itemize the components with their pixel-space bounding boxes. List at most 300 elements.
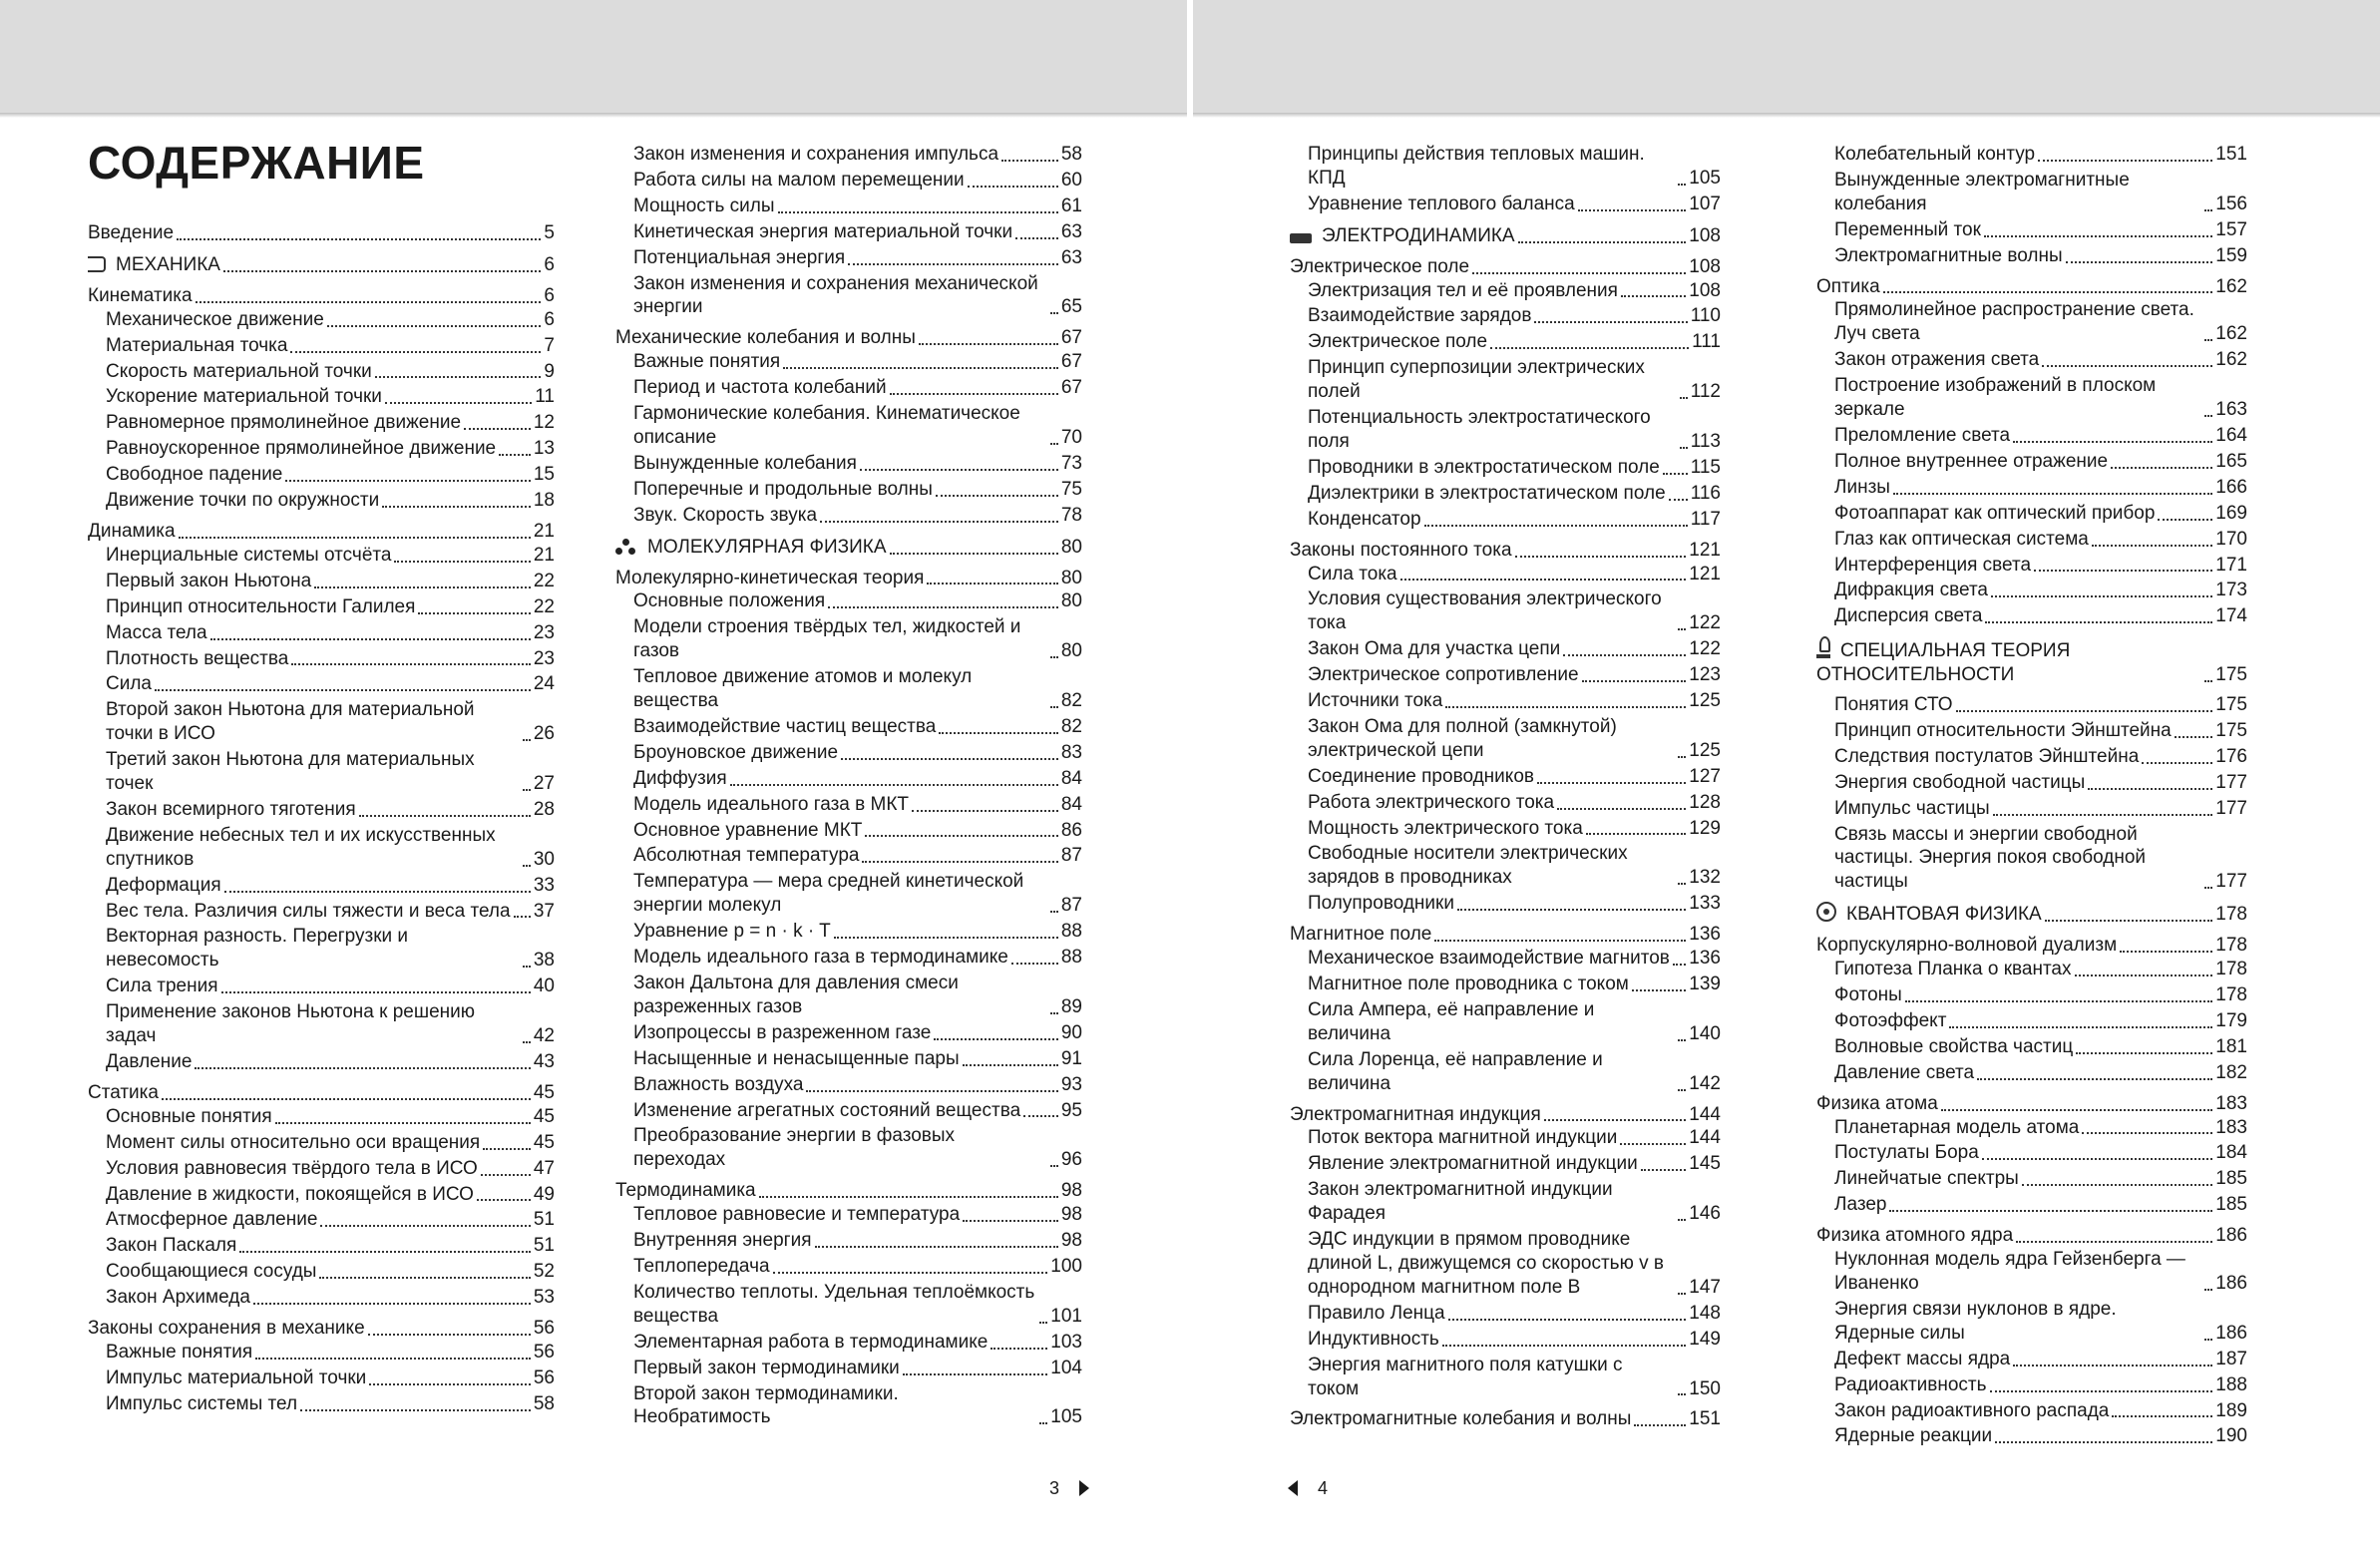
toc-subsection-entry[interactable] xyxy=(88,698,555,746)
toc-section-entry[interactable] xyxy=(1290,255,1721,279)
toc-page-number: 144 xyxy=(1689,1103,1721,1125)
dot-leader xyxy=(1015,237,1058,239)
toc-section-entry[interactable] xyxy=(1290,1103,1721,1127)
toc-page-number: 176 xyxy=(2215,745,2247,767)
toc-page-number: 22 xyxy=(533,570,555,591)
toc-subsection-entry[interactable] xyxy=(88,1183,555,1207)
dot-leader xyxy=(1678,1089,1686,1091)
toc-entry-title: Тепловое равновесие и температура xyxy=(633,1204,961,1226)
toc-subsection-entry[interactable] xyxy=(1816,1348,2247,1371)
toc-page-number: 157 xyxy=(2215,218,2247,240)
toc-subsection-entry[interactable] xyxy=(88,1050,555,1074)
toc-subsection-entry[interactable] xyxy=(615,793,1082,817)
toc-entry-title: Уравнение теплового баланса xyxy=(1308,193,1575,214)
dot-leader xyxy=(841,758,1058,760)
dot-leader xyxy=(2112,1415,2212,1417)
toc-entry-row xyxy=(615,767,1082,791)
toc-subsection-entry[interactable] xyxy=(615,504,1082,528)
toc-subsection-entry[interactable] xyxy=(615,1047,1082,1071)
toc-subsection-entry[interactable] xyxy=(1816,169,2247,216)
dot-leader xyxy=(255,1358,531,1360)
toc-page-number: 175 xyxy=(2215,719,2247,741)
toc-subsection-entry[interactable] xyxy=(615,143,1082,167)
toc-section-entry[interactable] xyxy=(1816,1224,2247,1248)
toc-section-entry[interactable] xyxy=(1816,1092,2247,1116)
toc-page-number: 184 xyxy=(2215,1142,2247,1164)
toc-subsection-entry[interactable] xyxy=(1816,771,2247,795)
toc-entry-row xyxy=(1816,771,2247,795)
toc-subsection-entry[interactable] xyxy=(88,1131,555,1155)
toc-subsection-entry[interactable] xyxy=(1816,348,2247,372)
dot-leader xyxy=(963,1220,1058,1222)
page-number-right-value: 4 xyxy=(1318,1477,1329,1498)
toc-subsection-entry[interactable] xyxy=(1290,279,1721,303)
toc-entry-title: Магнитное поле проводника с током xyxy=(1308,974,1629,994)
toc-page-number: 189 xyxy=(2215,1399,2247,1421)
toc-subsection-entry[interactable] xyxy=(1290,1302,1721,1326)
toc-subsection-entry[interactable] xyxy=(1816,983,2247,1007)
toc-subsection-entry[interactable] xyxy=(1816,374,2247,422)
toc-entry-row xyxy=(1290,539,1721,563)
toc-entry-title: Взаимодействие зарядов xyxy=(1308,305,1532,327)
toc-page-number: 6 xyxy=(544,253,555,275)
toc-page-number: 80 xyxy=(1060,590,1082,612)
dot-leader xyxy=(828,606,1058,608)
toc-subsection-entry[interactable] xyxy=(1290,689,1721,713)
toc-page-number: 185 xyxy=(2215,1168,2247,1190)
toc-subsection-entry[interactable] xyxy=(88,798,555,822)
toc-entry-title: Вынужденные электромагнитные колебания xyxy=(1834,169,2130,214)
toc-subsection-entry[interactable] xyxy=(615,767,1082,791)
toc-entry-row xyxy=(1290,689,1721,713)
toc-subsection-entry[interactable] xyxy=(615,741,1082,765)
toc-page-number: 182 xyxy=(2215,1061,2247,1083)
toc-entry-row xyxy=(1290,406,1721,454)
toc-page-number: 38 xyxy=(533,950,555,972)
toc-entry-row xyxy=(1816,244,2247,268)
toc-subsection-entry[interactable] xyxy=(615,615,1082,663)
prev-page-arrow-icon[interactable] xyxy=(1288,1480,1298,1496)
toc-entry-row xyxy=(615,376,1082,400)
toc-page-number: 190 xyxy=(2215,1425,2247,1447)
toc-entry-title: Электромагнитные волны xyxy=(1834,244,2063,266)
dot-leader xyxy=(848,263,1058,265)
dot-leader xyxy=(314,586,531,588)
toc-entry-title: Импульс частицы xyxy=(1834,797,1990,819)
next-page-arrow-icon[interactable] xyxy=(1079,1480,1089,1496)
toc-subsection-entry[interactable] xyxy=(1290,1354,1721,1401)
toc-entry-row xyxy=(1290,1178,1721,1226)
toc-subsection-entry[interactable] xyxy=(1290,637,1721,661)
toc-section-entry[interactable] xyxy=(88,221,555,245)
toc-subsection-entry[interactable] xyxy=(615,665,1082,713)
toc-subsection-entry[interactable] xyxy=(88,595,555,619)
toc-section-entry[interactable] xyxy=(1816,934,2247,958)
toc-entry-row xyxy=(88,672,555,696)
toc-entry-row xyxy=(1290,892,1721,916)
toc-subsection-entry[interactable] xyxy=(1816,528,2247,552)
toc-subsection-entry[interactable] xyxy=(1290,304,1721,328)
toc-subsection-entry[interactable] xyxy=(615,920,1082,944)
toc-entry-title: Полупроводники xyxy=(1308,893,1454,915)
toc-subsection-entry[interactable] xyxy=(88,672,555,696)
toc-subsection-entry[interactable] xyxy=(1816,1298,2247,1346)
toc-entry-title: Кинетическая энергия материальной точки xyxy=(633,220,1013,242)
toc-entry-row xyxy=(1290,1354,1721,1401)
toc-page-number: 179 xyxy=(2215,1009,2247,1031)
toc-subsection-entry[interactable] xyxy=(88,1000,555,1048)
toc-page-number: 23 xyxy=(533,647,555,669)
toc-subsection-entry[interactable] xyxy=(615,246,1082,270)
toc-subsection-entry[interactable] xyxy=(1816,1141,2247,1165)
toc-entry-row xyxy=(88,1317,555,1341)
toc-section-entry[interactable] xyxy=(615,1179,1082,1203)
toc-subsection-entry[interactable] xyxy=(88,1392,555,1416)
toc-subsection-entry[interactable] xyxy=(88,308,555,332)
toc-subsection-entry[interactable] xyxy=(88,1105,555,1129)
toc-section-entry[interactable] xyxy=(1290,923,1721,947)
toc-subsection-entry[interactable] xyxy=(615,1255,1082,1279)
toc-entry-title: Преломление света xyxy=(1834,424,2011,446)
toc-subsection-entry[interactable] xyxy=(1290,1228,1721,1300)
toc-subsection-entry[interactable] xyxy=(1816,693,2247,717)
toc-entry-row xyxy=(615,1255,1082,1279)
toc-page-number: 127 xyxy=(1689,765,1721,787)
toc-page-number: 87 xyxy=(1060,895,1082,917)
toc-page-number: 122 xyxy=(1689,612,1721,634)
toc-subsection-entry[interactable] xyxy=(1290,508,1721,532)
toc-subsection-entry[interactable] xyxy=(1290,715,1721,763)
dot-leader xyxy=(1039,1422,1047,1424)
toc-subsection-entry[interactable] xyxy=(88,900,555,924)
toc-subsection-entry[interactable] xyxy=(1816,719,2247,743)
toc-subsection-entry[interactable] xyxy=(88,975,555,998)
toc-subsection-entry[interactable] xyxy=(615,819,1082,843)
toc-subsection-entry[interactable] xyxy=(1816,745,2247,769)
toc-entry-title: Элементарная работа в термодинамике xyxy=(633,1331,989,1353)
toc-subsection-entry[interactable] xyxy=(1816,1061,2247,1085)
toc-subsection-entry[interactable] xyxy=(1816,1167,2247,1191)
toc-subsection-entry[interactable] xyxy=(88,570,555,593)
toc-column-2 xyxy=(615,143,1082,1431)
dot-leader xyxy=(177,238,541,240)
toc-subsection-entry[interactable] xyxy=(615,350,1082,374)
toc-entry-title: Давление xyxy=(106,1051,193,1072)
toc-subsection-entry[interactable] xyxy=(1816,244,2247,268)
toc-subsection-entry[interactable] xyxy=(1816,450,2247,474)
toc-page-number: 43 xyxy=(533,1051,555,1072)
toc-subsection-entry[interactable] xyxy=(88,1286,555,1310)
toc-subsection-entry[interactable] xyxy=(88,1366,555,1390)
toc-section-entry[interactable] xyxy=(1290,1407,1721,1431)
toc-entry-row xyxy=(1816,579,2247,602)
toc-entry-title: Потенциальность электростатического поля xyxy=(1308,407,1651,452)
toc-subsection-entry[interactable] xyxy=(1290,456,1721,480)
toc-entry-title: Деформация xyxy=(106,874,221,896)
toc-subsection-entry[interactable] xyxy=(1290,998,1721,1046)
toc-entry-title: Применение законов Ньютона к решению задач xyxy=(106,1001,476,1047)
toc-entry-row xyxy=(88,334,555,358)
toc-page-number: 82 xyxy=(1060,715,1082,737)
toc-subsection-entry[interactable] xyxy=(1816,823,2247,895)
toc-subsection-entry[interactable] xyxy=(88,334,555,358)
toc-subsection-entry[interactable] xyxy=(88,1341,555,1365)
toc-subsection-entry[interactable] xyxy=(1290,356,1721,404)
toc-entry-row xyxy=(88,520,555,544)
toc-entry-title: Влажность воздуха xyxy=(633,1073,804,1095)
toc-page-number: 133 xyxy=(1689,893,1721,915)
toc-page-number: 183 xyxy=(2215,1116,2247,1138)
toc-subsection-entry[interactable] xyxy=(1290,791,1721,815)
dot-leader xyxy=(1678,628,1686,630)
toc-subsection-entry[interactable] xyxy=(1290,1152,1721,1176)
toc-subsection-entry[interactable] xyxy=(1290,947,1721,971)
toc-subsection-entry[interactable] xyxy=(1290,482,1721,506)
toc-subsection-entry[interactable] xyxy=(1816,958,2247,981)
toc-subsection-entry[interactable] xyxy=(1290,1328,1721,1352)
toc-subsection-entry[interactable] xyxy=(1290,842,1721,890)
toc-subsection-entry[interactable] xyxy=(615,1203,1082,1227)
toc-subsection-entry[interactable] xyxy=(615,715,1082,739)
toc-page-number: 58 xyxy=(1060,144,1082,165)
toc-entry-row xyxy=(1816,1141,2247,1165)
toc-entry-title: Изопроцессы в разреженном газе xyxy=(633,1021,932,1043)
toc-entry-title: СПЕЦИАЛЬНАЯ ТЕОРИЯ ОТНОСИТЕЛЬНОСТИ xyxy=(1816,640,2071,686)
toc-subsection-entry[interactable] xyxy=(1290,1126,1721,1150)
toc-subsection-entry[interactable] xyxy=(88,925,555,973)
toc-subsection-entry[interactable] xyxy=(615,220,1082,244)
toc-entry-title: Закон Ома для полной (замкнутой) электрической цепи xyxy=(1308,715,1617,761)
dot-leader xyxy=(155,689,531,691)
toc-subsection-entry[interactable] xyxy=(88,874,555,898)
toc-section-entry[interactable] xyxy=(88,284,555,308)
toc-subsection-entry[interactable] xyxy=(1816,1424,2247,1448)
toc-page-number: 84 xyxy=(1060,793,1082,815)
toc-subsection-entry[interactable] xyxy=(615,1073,1082,1097)
toc-entry-row xyxy=(615,1229,1082,1253)
toc-subsection-entry[interactable] xyxy=(1816,1116,2247,1140)
toc-page-number: 78 xyxy=(1060,504,1082,526)
toc-page-number: 185 xyxy=(2215,1194,2247,1216)
toc-subsection-entry[interactable] xyxy=(88,489,555,513)
dot-leader xyxy=(523,789,531,791)
toc-subsection-entry[interactable] xyxy=(1290,1048,1721,1096)
toc-entry-title: Статика xyxy=(88,1081,159,1103)
toc-entry-row xyxy=(1290,973,1721,996)
toc-entry-row xyxy=(1816,298,2247,346)
toc-subsection-entry[interactable] xyxy=(1290,563,1721,586)
toc-section-entry[interactable] xyxy=(615,326,1082,350)
dot-leader xyxy=(1673,964,1686,966)
toc-subsection-entry[interactable] xyxy=(1290,406,1721,454)
dot-leader xyxy=(1050,656,1058,658)
toc-entry-row xyxy=(1290,1152,1721,1176)
toc-subsection-entry[interactable] xyxy=(1290,143,1721,191)
toc-subsection-entry[interactable] xyxy=(1816,1009,2247,1033)
dot-leader xyxy=(1678,1293,1686,1295)
toc-entry-title: Оптика xyxy=(1816,275,1880,297)
dot-leader xyxy=(2204,209,2212,211)
toc-entry-title: Явление электромагнитной индукции xyxy=(1308,1153,1638,1175)
toc-subsection-entry[interactable] xyxy=(1816,1248,2247,1296)
toc-subsection-entry[interactable] xyxy=(88,1208,555,1232)
toc-subsection-entry[interactable] xyxy=(1290,1178,1721,1226)
toc-entry-row xyxy=(1816,1298,2247,1346)
toc-entry-title: Закон Ома для участка цепи xyxy=(1308,638,1561,660)
toc-subsection-entry[interactable] xyxy=(615,1357,1082,1380)
toc-subsection-entry[interactable] xyxy=(1816,1373,2247,1397)
toc-subsection-entry[interactable] xyxy=(1816,1193,2247,1217)
dot-leader xyxy=(2022,1184,2212,1186)
toc-subsection-entry[interactable] xyxy=(1816,579,2247,602)
dot-leader xyxy=(730,784,1058,786)
toc-subsection-entry[interactable] xyxy=(615,870,1082,918)
toc-subsection-entry[interactable] xyxy=(1816,502,2247,526)
toc-subsection-entry[interactable] xyxy=(615,1281,1082,1329)
toc-subsection-entry[interactable] xyxy=(88,1260,555,1284)
toc-subsection-entry[interactable] xyxy=(615,844,1082,868)
toc-subsection-entry[interactable] xyxy=(88,621,555,645)
toc-page-number: 15 xyxy=(533,464,555,486)
toc-section-entry[interactable] xyxy=(88,1317,555,1341)
toc-subsection-entry[interactable] xyxy=(615,1124,1082,1172)
dot-leader xyxy=(210,638,531,640)
toc-entry-title: Модель идеального газа в термодинамике xyxy=(633,947,1008,969)
toc-subsection-entry[interactable] xyxy=(88,1157,555,1181)
toc-subsection-entry[interactable] xyxy=(1816,1035,2247,1059)
toc-subsection-entry[interactable] xyxy=(615,195,1082,218)
toc-subsection-entry[interactable] xyxy=(1816,604,2247,628)
toc-subsection-entry[interactable] xyxy=(1816,554,2247,578)
toc-subsection-entry[interactable] xyxy=(88,360,555,384)
toc-page-number: 52 xyxy=(533,1261,555,1283)
toc-section-entry[interactable] xyxy=(615,567,1082,590)
dot-leader xyxy=(2204,1339,2212,1341)
dot-leader xyxy=(2204,887,2212,889)
toc-subsection-entry[interactable] xyxy=(1290,663,1721,687)
toc-subsection-entry[interactable] xyxy=(615,1229,1082,1253)
toc-entry-title: Энергия магнитного поля катушки с током xyxy=(1308,1354,1623,1399)
toc-entry-title: Принципы действия тепловых машин. КПД xyxy=(1308,144,1645,189)
toc-subsection-entry[interactable] xyxy=(1816,797,2247,821)
toc-entry-row xyxy=(615,819,1082,843)
toc-subsection-entry[interactable] xyxy=(88,385,555,409)
toc-subsection-entry[interactable] xyxy=(88,647,555,671)
toc-part-heading[interactable] xyxy=(88,253,555,277)
toc-subsection-entry[interactable] xyxy=(615,402,1082,450)
toc-subsection-entry[interactable] xyxy=(615,169,1082,193)
toc-page-number: 98 xyxy=(1060,1180,1082,1202)
toc-entry-row xyxy=(1816,636,2247,687)
toc-subsection-entry[interactable] xyxy=(615,1021,1082,1045)
toc-entry-row xyxy=(88,925,555,973)
toc-subsection-entry[interactable] xyxy=(1816,143,2247,167)
toc-part-heading[interactable] xyxy=(1816,636,2247,687)
toc-entry-row xyxy=(1816,745,2247,769)
toc-subsection-entry[interactable] xyxy=(1290,973,1721,996)
toc-subsection-entry[interactable] xyxy=(88,463,555,487)
toc-entry-title: Насыщенные и ненасыщенные пары xyxy=(633,1047,960,1069)
toc-subsection-entry[interactable] xyxy=(1816,218,2247,242)
toc-subsection-entry[interactable] xyxy=(1290,193,1721,216)
toc-section-entry[interactable] xyxy=(1290,539,1721,563)
toc-subsection-entry[interactable] xyxy=(1816,424,2247,448)
toc-subsection-entry[interactable] xyxy=(1816,476,2247,500)
toc-page-number: 60 xyxy=(1060,169,1082,191)
toc-subsection-entry[interactable] xyxy=(615,972,1082,1019)
toc-subsection-entry[interactable] xyxy=(1290,330,1721,354)
toc-page-number: 165 xyxy=(2215,450,2247,472)
toc-subsection-entry[interactable] xyxy=(88,544,555,568)
dot-leader xyxy=(806,1090,1057,1092)
dot-leader xyxy=(1678,883,1686,885)
toc-subsection-entry[interactable] xyxy=(1290,765,1721,789)
toc-subsection-entry[interactable] xyxy=(615,1331,1082,1355)
toc-subsection-entry[interactable] xyxy=(615,1099,1082,1123)
toc-subsection-entry[interactable] xyxy=(88,437,555,461)
dot-leader xyxy=(1544,1119,1686,1121)
toc-subsection-entry[interactable] xyxy=(88,1234,555,1258)
toc-subsection-entry[interactable] xyxy=(1290,587,1721,635)
toc-page-number: 162 xyxy=(2215,275,2247,297)
toc-page-number: 70 xyxy=(1060,426,1082,448)
toc-subsection-entry[interactable] xyxy=(615,1382,1082,1430)
toc-subsection-entry[interactable] xyxy=(615,452,1082,476)
toc-subsection-entry[interactable] xyxy=(615,272,1082,320)
dot-leader xyxy=(179,537,531,539)
toc-entry-row xyxy=(88,975,555,998)
toc-part-heading[interactable] xyxy=(615,536,1082,560)
toc-entry-row xyxy=(88,360,555,384)
toc-subsection-entry[interactable] xyxy=(1290,892,1721,916)
toc-part-heading[interactable] xyxy=(1290,224,1721,248)
toc-entry-row xyxy=(88,385,555,409)
toc-part-heading[interactable] xyxy=(1816,902,2247,927)
toc-subsection-entry[interactable] xyxy=(1816,1399,2247,1423)
toc-entry-title: Радиоактивность xyxy=(1834,1373,1987,1395)
toc-subsection-entry[interactable] xyxy=(615,589,1082,613)
toc-subsection-entry[interactable] xyxy=(88,411,555,435)
dot-leader xyxy=(1893,493,2212,495)
toc-subsection-entry[interactable] xyxy=(88,824,555,872)
toc-entry-row xyxy=(615,715,1082,739)
toc-subsection-entry[interactable] xyxy=(615,478,1082,502)
toc-section-entry[interactable] xyxy=(88,1081,555,1105)
toc-page-number: 87 xyxy=(1060,845,1082,867)
toc-page-number: 7 xyxy=(544,334,555,356)
toc-subsection-entry[interactable] xyxy=(1290,817,1721,841)
toc-page-number: 6 xyxy=(544,284,555,306)
toc-subsection-entry[interactable] xyxy=(615,946,1082,970)
toc-subsection-entry[interactable] xyxy=(615,376,1082,400)
toc-subsection-entry[interactable] xyxy=(88,748,555,796)
toc-entry-row xyxy=(1816,348,2247,372)
dot-leader xyxy=(927,583,1057,585)
dot-leader xyxy=(1582,680,1687,682)
toc-page-number: 169 xyxy=(2215,502,2247,524)
toc-subsection-entry[interactable] xyxy=(1816,298,2247,346)
toc-entry-row xyxy=(88,748,555,796)
dot-leader xyxy=(224,891,531,893)
toc-entry-row xyxy=(1816,143,2247,167)
toc-entry-row xyxy=(615,844,1082,868)
toc-section-entry[interactable] xyxy=(88,520,555,544)
toc-section-entry[interactable] xyxy=(1816,275,2247,299)
dot-leader xyxy=(523,739,531,741)
toc-page-number: 61 xyxy=(1060,195,1082,216)
toc-page-number: 67 xyxy=(1060,377,1082,399)
mech-section-icon xyxy=(88,256,106,272)
